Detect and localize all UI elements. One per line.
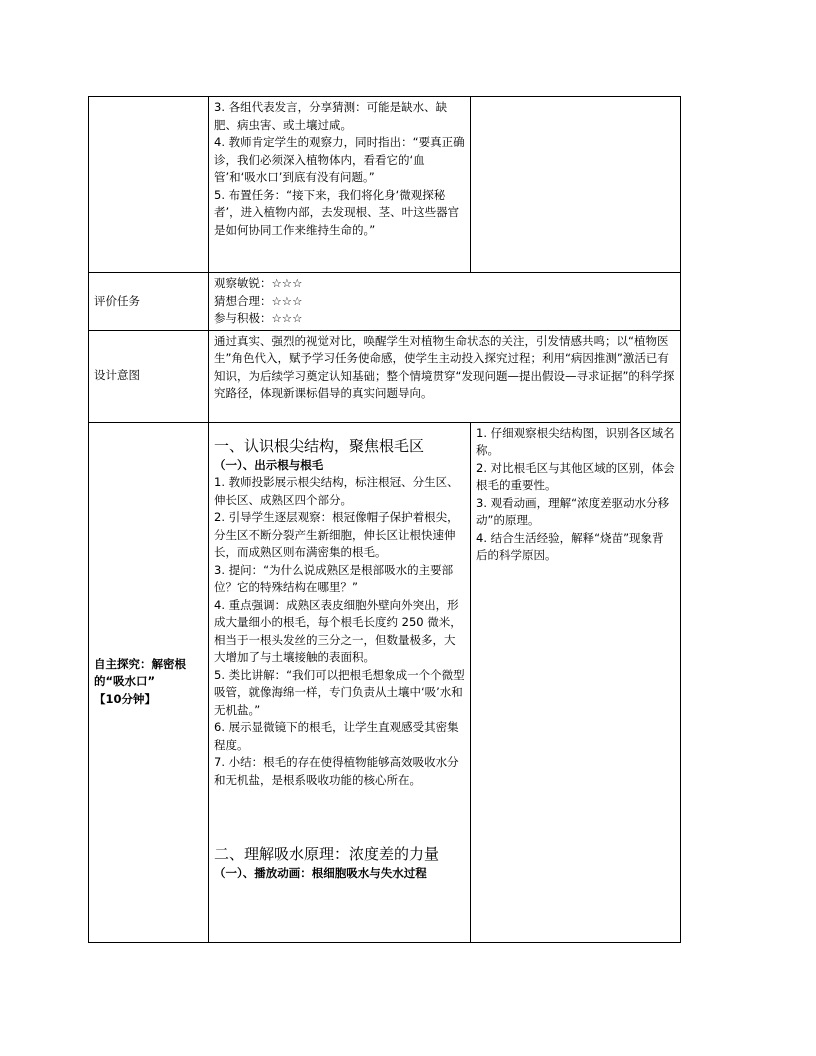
intro-item: 3. 各组代表发言，分享猜测：可能是缺水、缺肥、病虫害、或土壤过咸。 (214, 100, 448, 132)
design-row (89, 330, 681, 422)
intro-student-cell (471, 97, 681, 273)
student-item: 4. 结合生活经验，解释“烧苗”现象背后的科学原因。 (476, 530, 664, 562)
design-cell (209, 330, 681, 422)
intro-teacher-cell (209, 97, 471, 273)
evaluation-item: 参与积极：☆☆☆ (214, 311, 303, 325)
student-item: 3. 观看动画，理解“浓度差驱动水分移动”的原理。 (476, 495, 670, 527)
section1-item: 6. 展示显微镜下的根毛，让学生直观感受其密集程度。 (214, 720, 459, 752)
section2-subtitle: （一）、播放动画：根细胞吸水与失水过程 (214, 866, 427, 880)
intro-item: 5. 布置任务：“接下来，我们将化身‘微观探秘者’，进入植物内部，去发现根、茎、叶这些器官是如何协同工作来维持生命的。” (214, 187, 460, 237)
intro-row (89, 97, 681, 273)
section1-item: 4. 重点强调：成熟区表皮细胞外壁向外突出，形成大量细小的根毛，每个根毛长度约 250 微米，相当于一根头发丝的三分之一，但数量极多，大大增加了与土壤接触的表面积。 (214, 597, 462, 664)
evaluation-label: 评价任务 (89, 273, 209, 331)
evaluation-item: 观察敏锐：☆☆☆ (214, 276, 303, 290)
lesson-plan-table (88, 96, 681, 943)
explore-label-time: 【10分钟】 (94, 691, 157, 706)
section1-item: 2. 引导学生逐层观察：根冠像帽子保护着根尖，分生区不断分裂产生新细胞，伸长区让根快速伸长，而成熟区则布满密集的根毛。 (214, 510, 459, 559)
evaluation-row (89, 273, 681, 331)
explore-student-cell (471, 422, 681, 942)
section1-subtitle: （一）、出示根与根毛 (214, 457, 324, 472)
explore-label-title: 自主探究：解密根的“吸水口” (94, 656, 186, 689)
intro-item: 4. 教师肯定学生的观察力，同时指出：“要真正确诊，我们必须深入植物体内，看看它的‘血管’和‘吸水口’到底有没有问题。” (214, 135, 465, 184)
student-item: 2. 对比根毛区与其他区域的区别，体会根毛的重要性。 (476, 460, 675, 492)
explore-teacher-cell (209, 422, 471, 942)
section1-item: 3. 提问：“为什么说成熟区是根部吸水的主要部位？它的特殊结构在哪里？” (214, 562, 454, 594)
evaluation-cell (209, 273, 681, 331)
section1-title: 一、认识根尖结构，聚焦根毛区 (214, 436, 425, 455)
section1-item: 7. 小结：根毛的存在使得植物能够高效吸收水分和无机盐，是根系吸收功能的核心所在。 (214, 755, 459, 787)
explore-label (89, 422, 209, 942)
section1-item: 5. 类比讲解：“我们可以把根毛想象成一个个微型吸管，就像海绵一样，专门负责从土壤中‘吸’水和无机盐。” (214, 667, 465, 717)
design-label: 设计意图 (89, 330, 209, 422)
evaluation-item: 猜想合理：☆☆☆ (214, 293, 303, 308)
explore-row (89, 422, 681, 942)
section1-item: 1. 教师投影展示根尖结构，标注根冠、分生区、伸长区、成熟区四个部分。 (214, 475, 459, 507)
design-text: 通过真实、强烈的视觉对比，唤醒学生对植物生命状态的关注，引发情感共鸣；以“植物医生”角色代入，赋予学习任务使命感，使学生主动投入探究过程；利用“病因推测”激活已有知识，为后续学习奠定认知基础；整个情境贯穿“发现问题—提出假设—寻求证据”的科学探究路径，体现新课标倡导的真实问题导向。 (214, 333, 675, 400)
section2-title: 二、理解吸水原理：浓度差的力量 (214, 845, 440, 863)
student-item: 1. 仔细观察根尖结构图，识别各区域名称。 (476, 425, 675, 457)
intro-label-cell (89, 97, 209, 273)
